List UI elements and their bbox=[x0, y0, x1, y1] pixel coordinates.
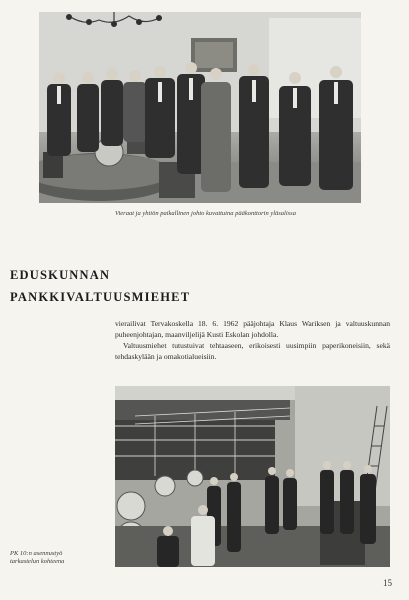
top-photo-caption: Vieraat ja yhtiön paikallinen johto kuvattuina pääkonttorin yläsalissa bbox=[115, 210, 296, 217]
group-photo-illustration bbox=[39, 12, 361, 203]
article-body bbox=[115, 318, 390, 362]
heading-line-1: EDUSKUNNAN bbox=[10, 268, 111, 282]
bottom-photo-caption: PK 10:n asennustyö tarkastelun kohteena bbox=[10, 550, 65, 565]
article-paragraph-1: vierailivat Tervakoskella 18. 6. 1962 pääjohtaja Klaus Wariksen ja valtuuskunnan puheenjohtajan, maanviljelijä Kusti Eskolan johdolla. bbox=[115, 319, 390, 339]
page-number: 15 bbox=[383, 578, 392, 588]
article-paragraph-2: Valtuusmiehet tutustuivat tehtaaseen, erikoisesti uusimpiin paperikoneisiin, sekä tehdaskylään ja omakotialueisiin. bbox=[115, 341, 390, 361]
heading-line-2: PANKKIVALTUUSMIEHET bbox=[10, 290, 191, 304]
factory-photo bbox=[115, 386, 390, 567]
factory-photo-illustration bbox=[115, 386, 390, 567]
group-photo bbox=[39, 12, 361, 203]
